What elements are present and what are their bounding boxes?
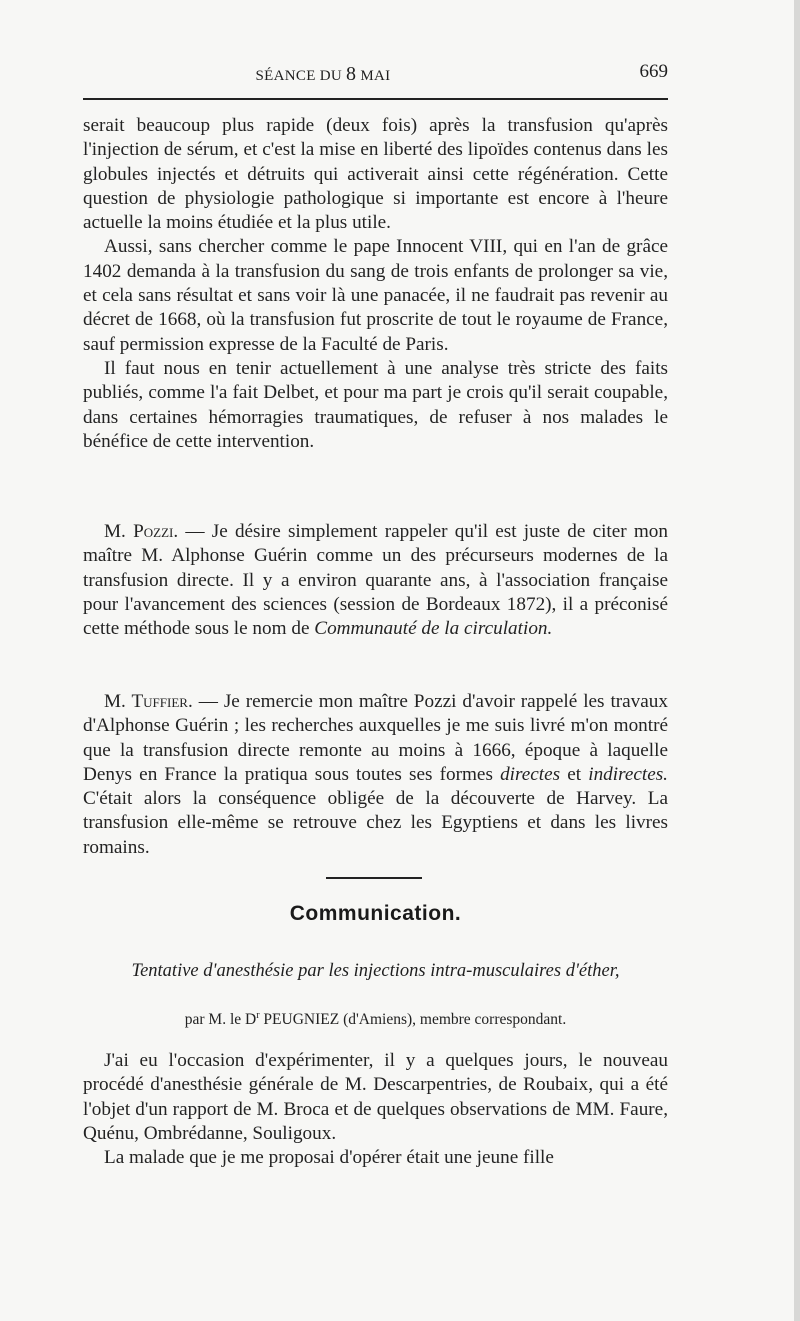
header-rule: [83, 98, 668, 100]
tuffier-text-2: et: [560, 763, 589, 785]
section-title: Communication.: [289, 902, 462, 925]
page-edge: [794, 0, 800, 1321]
paragraph-continued: serait beaucoup plus rapide (deux fois) après la transfusion qu'après l'injection de sérum, et c'est la mise en liberté des lipoïdes contenus dans les globules injectés et détruits qui activerait ainsi cette régénération. Cette question de physiologie pathologique si importante est encore à l'heure actuelle la moins étudiée et la plus utile.: [83, 115, 668, 234]
running-header-title: [83, 63, 563, 86]
tuffier-text-3: C'était alors la conséquence obligée de la découverte de Harvey. La transfusion elle-même se retrouve chez les Egyptiens et dans les livres romains.: [83, 788, 668, 858]
tuffier-italic-2: indirectes.: [588, 763, 668, 785]
paragraph-delbet: Il faut nous en tenir actuellement à une analyse très stricte des faits publiés, comme l'a fait Delbet, et pour ma part je crois qu'il serait coupable, dans certaines hémorragies traumatiques, de refuser à nos malades le bénéfice de cette intervention.: [83, 357, 668, 452]
header-title-start: SÉANCE DU: [255, 68, 347, 84]
pozzi-italic: Communauté de la circulation.: [314, 618, 553, 640]
byline-start: par M. le D: [184, 1011, 257, 1029]
speaker-pozzi: M. Pozzi.: [104, 521, 179, 542]
main-text-block: [83, 114, 668, 454]
communication-paragraph-1: J'ai eu l'occasion d'expérimenter, il y a quelques jours, le nouveau procédé d'anesthésie générale de M. Descarpentries, de Roubaix, qui a été l'objet d'un rapport de M. Broca et de quelques observations de MM. Faure, Quénu, Ombrédanne, Souligoux.: [83, 1050, 668, 1144]
header-title-end: MAI: [356, 68, 391, 84]
speaker-tuffier: M. Tuffier.: [104, 691, 193, 712]
section-divider: [326, 877, 422, 879]
communication-paragraph-2: La malade que je me proposai d'opérer était une jeune fille: [104, 1147, 554, 1169]
article-title: Tentative d'anesthésie par les injections intra-musculaires d'éther,: [131, 961, 620, 981]
tuffier-italic-1: directes: [500, 763, 561, 785]
paragraph-innocent: Aussi, sans chercher comme le pape Innocent VIII, qui en l'an de grâce 1402 demanda à la transfusion du sang de trois enfants de prolonger sa vie, et cela sans résultat et sans voir là une panacée, il ne faudrait pas revenir au décret de 1668, où la transfusion fut proscrite de tout le royaume de France, sauf permission expresse de la Faculté de Paris.: [83, 236, 668, 355]
running-header: [83, 59, 668, 87]
tuffier-paragraph: [83, 690, 668, 860]
pozzi-block: [83, 520, 668, 641]
communication-block: [83, 1049, 668, 1170]
article-byline: [83, 1010, 668, 1029]
tuffier-block: [83, 690, 668, 860]
header-title-day: 8: [346, 63, 357, 85]
tuffier-text-1: — Je remercie mon maître Pozzi d'avoir rappelé les travaux d'Alphonse Guérin ; les recherches auxquelles je me suis livré m'on montré que la transfusion directe remonte au moins à 1666, époque à laquelle Denys en France la pratiqua sous toutes ses formes: [83, 691, 668, 785]
pozzi-paragraph: [83, 520, 668, 641]
pozzi-text: — Je désire simplement rappeler qu'il est juste de citer mon maître M. Alphonse Guérin comme un des précurseurs modernes de la transfusion directe. Il y a environ quarante ans, à l'association française pour l'avancement des sciences (session de Bordeaux 1872), il a préconisé cette méthode sous le nom de: [83, 521, 668, 640]
byline-sup: r: [256, 1010, 260, 1021]
page-number: 669: [639, 61, 668, 82]
byline-end: PEUGNIEZ (d'Amiens), membre correspondant.: [259, 1011, 567, 1029]
